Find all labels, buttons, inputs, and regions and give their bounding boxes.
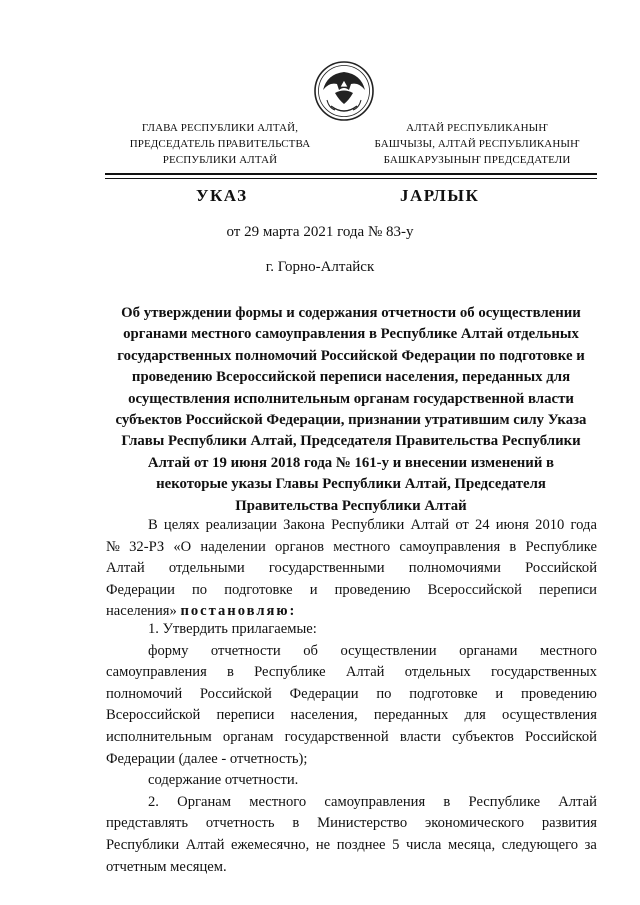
word: июня — [495, 517, 529, 533]
word: осуществления — [501, 707, 597, 724]
word: по — [376, 685, 392, 702]
word: и — [309, 581, 318, 598]
word: органам — [222, 728, 274, 745]
word: Республики — [106, 836, 180, 853]
word: ежемесячно, — [231, 836, 310, 853]
word: в — [292, 815, 300, 832]
word: полномочиями — [408, 560, 501, 577]
coat-of-arms-emblem — [313, 60, 375, 122]
title-line: проведению Всероссийской переписи населения, переданных для — [131, 369, 571, 386]
word: органами — [459, 642, 518, 659]
word: В — [148, 517, 158, 533]
word: в — [443, 793, 451, 810]
word: Всероссийской — [106, 707, 201, 724]
word: за — [584, 836, 597, 853]
word: представлять — [106, 815, 189, 832]
doc-type-russian: УКАЗ — [196, 186, 248, 205]
decree-title — [106, 303, 596, 517]
preamble-paragraph — [106, 515, 597, 623]
title-line: некоторые указы Главы Республики Алтай, Председателя — [156, 476, 546, 493]
word: Министерство — [317, 815, 408, 832]
word: субъектов — [452, 728, 514, 745]
word: Алтай — [106, 560, 145, 577]
body-line — [106, 537, 597, 559]
word: полномочий — [106, 685, 183, 702]
word: месяца, — [447, 836, 496, 853]
word: подготовке — [409, 685, 478, 702]
word: местного — [539, 642, 597, 659]
decree-operative-word: постановляю: — [180, 603, 297, 620]
word: 32-РЗ — [129, 538, 165, 555]
word: самоуправления — [324, 793, 426, 810]
word: № — [106, 538, 120, 555]
decree-city: г. Горно-Алтайск — [265, 259, 375, 275]
body-line — [106, 641, 597, 663]
word: Российской — [199, 685, 272, 702]
word: местного — [333, 538, 391, 555]
header-right-line: БАШКАРУЗЫНЫҤ ПРЕДСЕДАТЕЛИ — [383, 154, 571, 166]
word: 24 — [474, 517, 490, 533]
word: по — [192, 581, 208, 598]
word: Алтай — [558, 793, 597, 810]
word: переписи — [539, 581, 597, 598]
word: отдельными — [168, 560, 245, 577]
word: самоуправления — [399, 538, 501, 555]
word: Закона — [283, 517, 325, 533]
body-line — [106, 705, 597, 727]
title-line: Алтай от 19 июня 2018 года № 161-у и внесении изменений в — [147, 454, 555, 471]
word: в — [509, 538, 517, 555]
word: года — [570, 517, 597, 533]
body-line — [106, 813, 597, 835]
header-left-line: ПРЕДСЕДАТЕЛЬ ПРАВИТЕЛЬСТВА — [129, 138, 311, 150]
title-line: Об утверждении формы и содержания отчетности об осуществлении — [121, 305, 581, 321]
word: экономического — [425, 815, 525, 832]
item-1-heading: 1. Утвердить прилагаемые: — [148, 621, 317, 637]
word: и — [495, 685, 504, 702]
word: целях — [163, 517, 200, 533]
word: исполнительным — [106, 728, 212, 745]
body-line — [106, 515, 597, 537]
title-line: субъектов Российской Федерации, признании утратившим силу Указа — [115, 412, 587, 429]
body-line — [106, 684, 597, 706]
word: Алтай — [345, 664, 385, 681]
word: населения, — [290, 707, 358, 724]
header-altai-title — [352, 120, 602, 168]
word: развития — [541, 815, 597, 832]
word: проведению — [334, 581, 411, 598]
body-line — [106, 662, 597, 684]
word: 5 — [392, 836, 400, 853]
word: Органам — [177, 793, 231, 810]
word: Республике — [468, 793, 541, 810]
word: осуществлении — [340, 642, 437, 659]
word: Республике — [525, 538, 597, 555]
word: подготовке — [224, 581, 293, 598]
header-right-line: БАШЧЫЗЫ, АЛТАЙ РЕСПУБЛИКАНЫҤ — [374, 138, 580, 150]
word: от — [455, 517, 469, 533]
word: 2010 — [535, 517, 565, 533]
title-line: осуществления исполнительным органам государственной власти — [128, 390, 574, 407]
word: 2. — [148, 793, 159, 810]
body-line: отчетным месяцем. — [106, 858, 227, 875]
word: государственными — [268, 560, 385, 577]
word: самоуправления — [106, 664, 207, 681]
body-line — [106, 558, 597, 580]
word: форму — [148, 642, 189, 659]
word: Республике — [254, 664, 326, 681]
title-line: Главы Республики Алтай, Председателя Правительства Республики — [121, 433, 581, 450]
word: об — [303, 642, 318, 659]
title-line: Правительства Республики Алтай — [235, 497, 467, 514]
preamble-text: населения» — [106, 603, 177, 620]
word: Федерации — [289, 685, 359, 702]
decree-date-number: от 29 марта 2021 года № 83-у — [226, 224, 414, 240]
title-line: государственных полномочий Российской Федерации по подготовке и — [117, 347, 585, 364]
word: Федерации — [106, 581, 175, 598]
word: отдельных — [404, 664, 471, 681]
word: «О — [173, 538, 192, 555]
word: наделении — [200, 538, 266, 555]
word: Российской — [525, 560, 597, 577]
item-2-line — [106, 792, 597, 814]
header-left-line: ГЛАВА РЕСПУБЛИКИ АЛТАЙ, — [141, 122, 299, 134]
word: проведению — [521, 685, 597, 702]
word: отчетности — [210, 642, 281, 659]
word: власти — [399, 728, 441, 745]
word: для — [464, 707, 486, 724]
body-line — [106, 580, 597, 602]
doc-type-altai: ЈАРЛЫК — [400, 186, 480, 205]
word: государственных — [490, 664, 597, 681]
word: в — [226, 664, 234, 681]
title-line: органами местного самоуправления в Республике Алтай отдельных — [123, 326, 579, 343]
word: не — [315, 836, 331, 853]
body-line: содержание отчетности. — [148, 772, 299, 789]
header-russian-title — [105, 120, 335, 168]
word: числа — [405, 836, 442, 853]
word: Алтай — [185, 836, 225, 853]
word: реализации — [205, 517, 277, 533]
word: Алтай — [410, 517, 450, 533]
header-divider-thick — [105, 173, 597, 175]
word: Республики — [331, 517, 405, 533]
word: Российской — [525, 728, 597, 745]
word: отчетность — [205, 815, 275, 832]
body-line — [106, 727, 597, 749]
word: переданных — [373, 707, 449, 724]
header-right-line: АЛТАЙ РЕСПУБЛИКАНЫҤ — [406, 122, 548, 134]
body-line — [106, 835, 597, 857]
word: государственной — [284, 728, 389, 745]
header-left-line: РЕСПУБЛИКИ АЛТАЙ — [162, 154, 278, 166]
word: Всероссийской — [427, 581, 522, 598]
word: позднее — [336, 836, 386, 853]
word: переписи — [216, 707, 275, 724]
header-divider-thin — [105, 178, 597, 179]
word: следующего — [501, 836, 579, 853]
body-line: Федерации (далее - отчетность); — [106, 750, 308, 767]
word: местного — [249, 793, 307, 810]
word: органов — [274, 538, 325, 555]
items-section — [106, 619, 597, 878]
